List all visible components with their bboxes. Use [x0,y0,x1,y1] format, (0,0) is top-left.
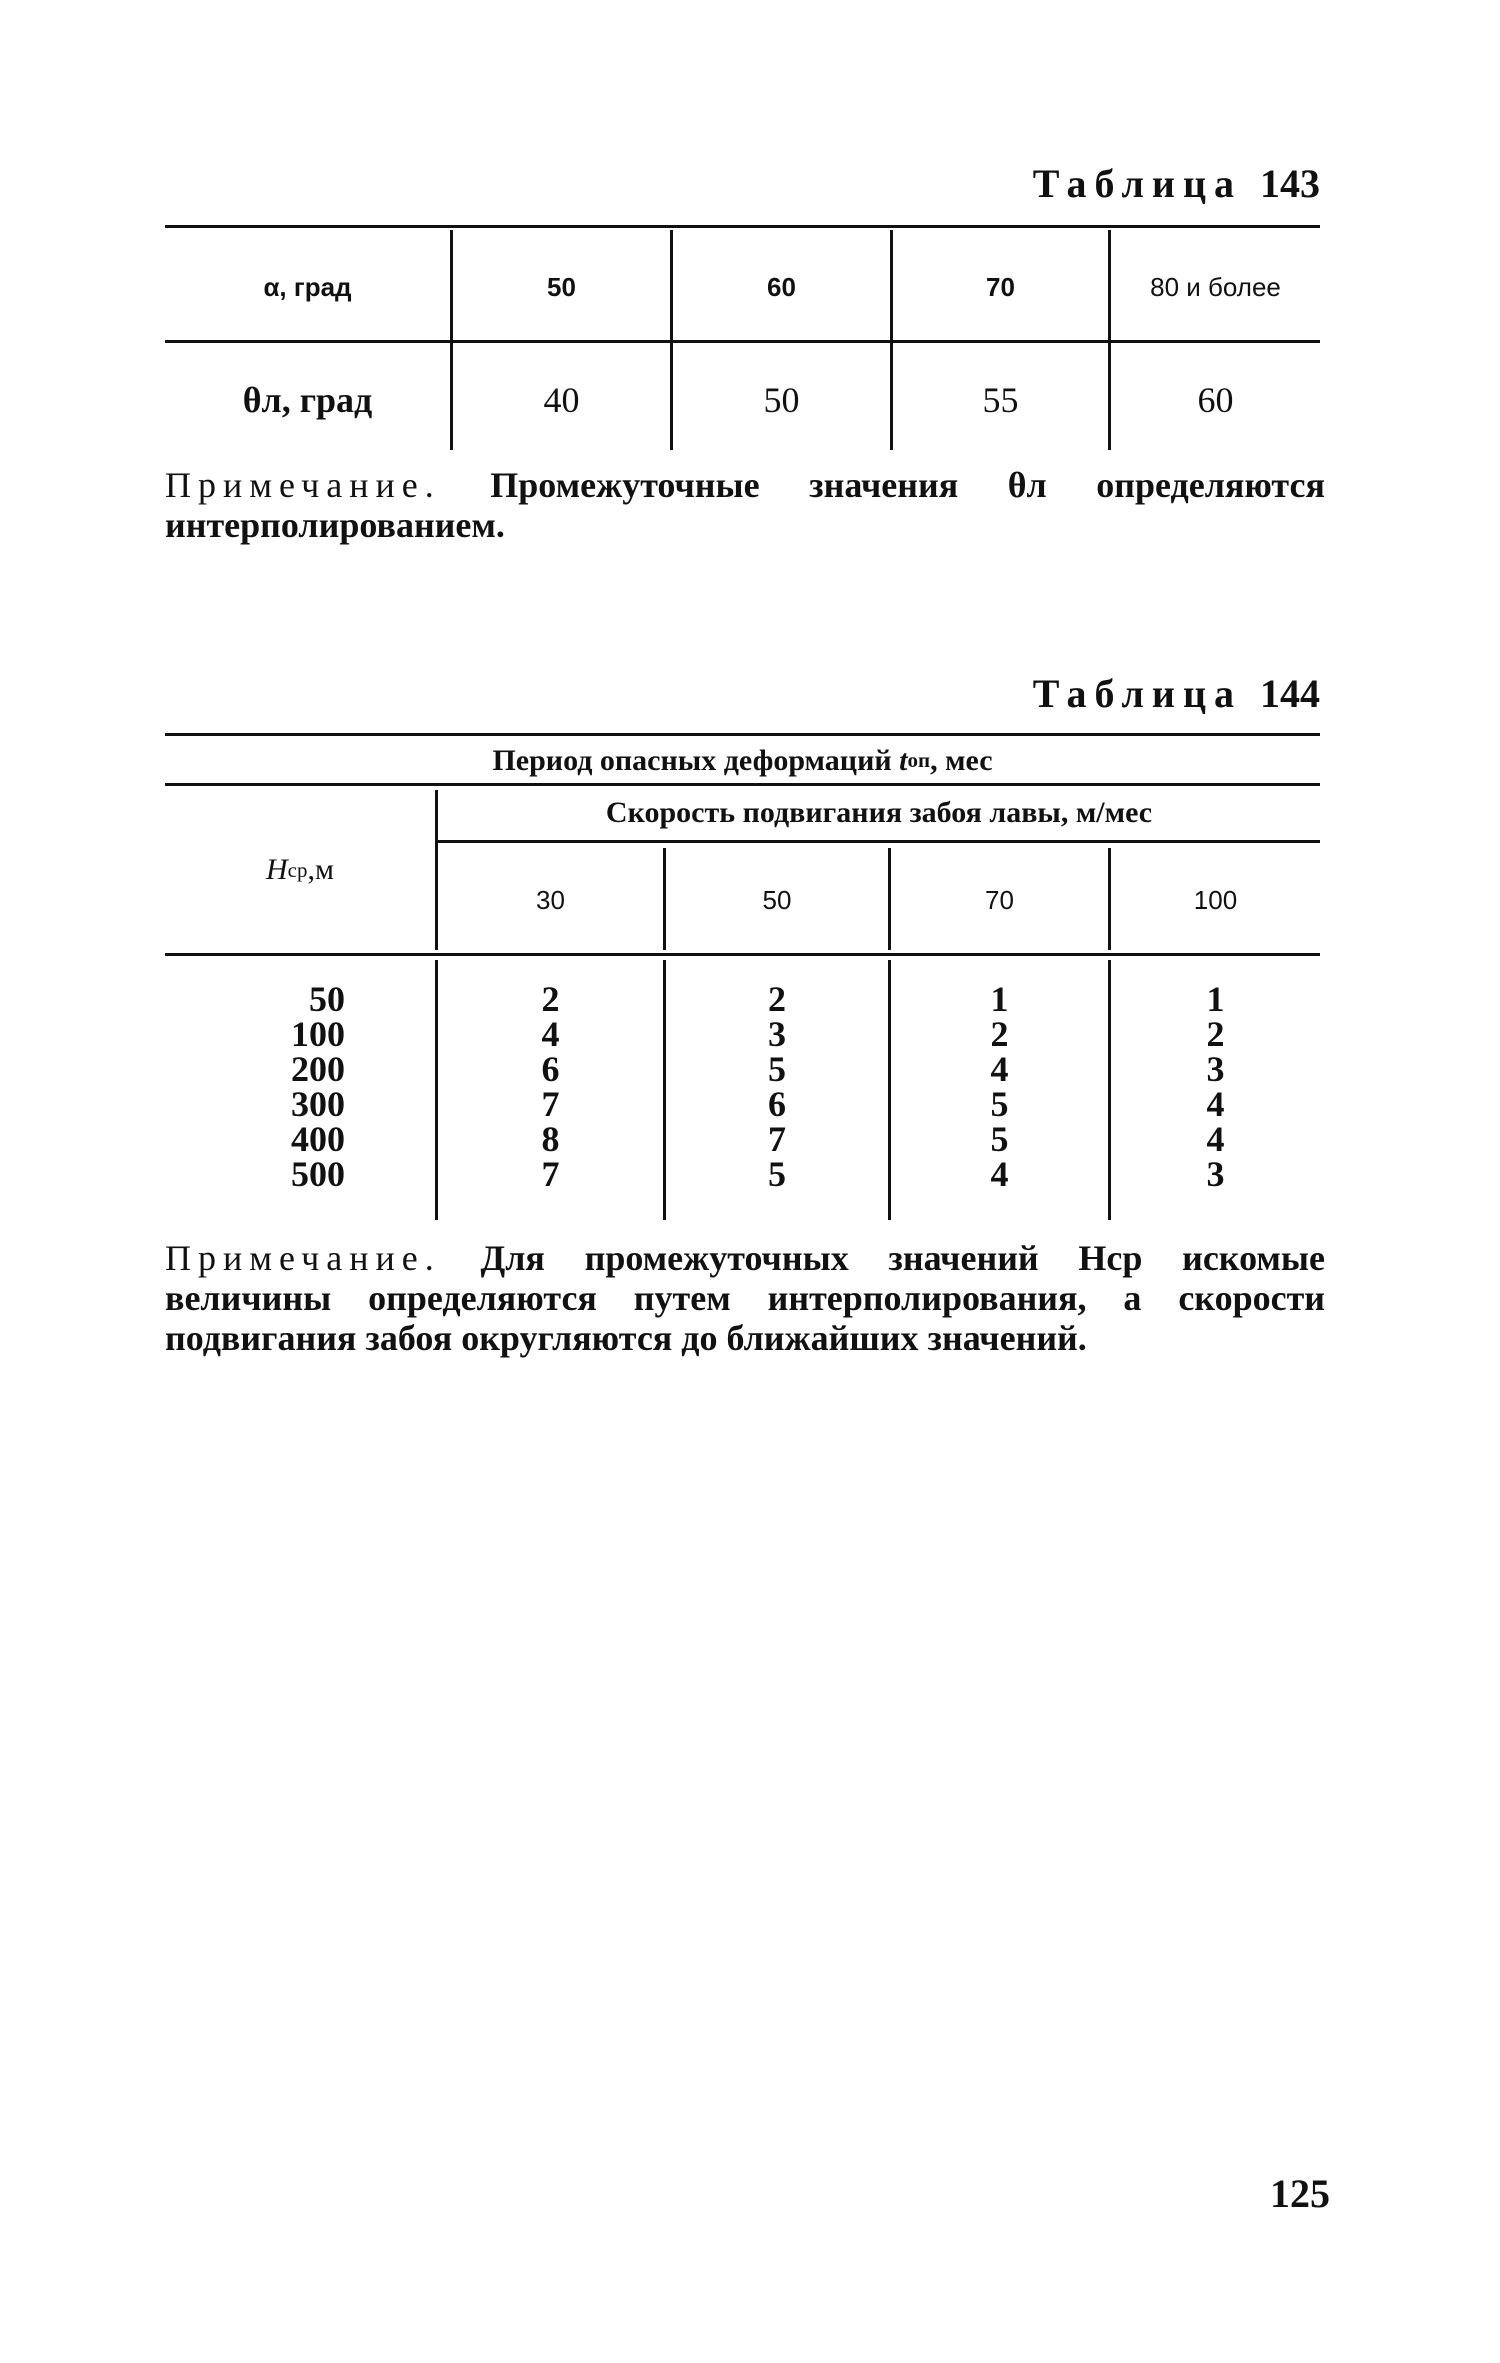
table-144-column-30 [438,979,663,1194]
table-143-cell: 50 [763,380,800,420]
caption-word: Таблица [1032,161,1242,206]
table-144-caption [1033,670,1320,717]
note-text: Промежуточные значения θл определяются интерполированием. [165,465,1325,545]
table-144-speed: 100 [1193,884,1238,915]
table-144-speed: 50 [762,884,792,915]
depth-cell: 300 [291,1084,345,1124]
caption-word: Таблица [1032,671,1242,716]
table-144-top-rule [165,733,1320,736]
table-144-rule [165,783,1320,786]
value-cell: 2 [1206,1014,1225,1054]
value-cell: 7 [541,1084,560,1124]
note-text: Для промежуточных значений Hср искомые величины определяются путем интерполирования, а скорости подвигания забоя округляются до ближайших значений. [165,1238,1325,1358]
table-144-column-100 [1111,979,1320,1194]
table-144-column-50 [666,979,888,1194]
value-cell: 5 [990,1119,1009,1159]
value-cell: 3 [768,1014,786,1054]
value-cell: 2 [990,1014,1009,1054]
table-143-caption [1033,160,1320,207]
value-cell: 4 [1206,1084,1225,1124]
depth-cell: 200 [291,1049,345,1089]
depth-cell: 400 [291,1119,345,1159]
table-143-cell: 70 [986,272,1015,302]
table-143-top-rule [165,225,1320,228]
depth-cell: 50 [309,979,345,1019]
table-144-speed: 70 [985,884,1014,915]
value-cell: 6 [541,1049,560,1089]
table-144-header-rule [165,953,1320,956]
value-cell: 4 [990,1049,1009,1089]
value-cell: 5 [990,1084,1009,1124]
table-144-row-header: H ср ,м [266,853,334,886]
table-143-row1-label: α, град [263,272,352,302]
value-cell: 4 [541,1014,560,1054]
value-cell: 2 [768,979,786,1019]
value-cell: 6 [768,1084,786,1124]
table-144-depth-column [255,979,345,1194]
table-144-rule [435,840,1320,843]
depth-cell: 500 [291,1154,345,1194]
table-143-note [165,465,1325,545]
value-cell: 3 [1206,1154,1225,1194]
table-143-cell: 40 [543,380,580,420]
table-143-cell: 60 [1197,380,1234,420]
table-143-mid-rule [165,340,1320,343]
caption-number: 144 [1260,671,1320,716]
value-cell: 1 [1206,979,1225,1019]
value-cell: 5 [768,1049,786,1089]
table-144-column-70 [891,979,1108,1194]
caption-number: 143 [1260,161,1320,206]
value-cell: 2 [541,979,560,1019]
table-143-cell: 60 [767,272,796,302]
value-cell: 8 [541,1119,560,1159]
table-144-top-header: Период опасных деформаций t оп , мес [492,743,993,777]
note-lead: Примечание. [165,1238,441,1278]
note-lead: Примечание. [165,465,441,505]
table-143-cell: 50 [547,272,576,302]
table-144-sub-header: Скорость подвигания забоя лавы, м/мес [605,796,1153,829]
table-143-cell: 80 и более [1150,272,1281,302]
depth-cell: 100 [291,1014,345,1054]
value-cell: 1 [990,979,1009,1019]
value-cell: 7 [541,1154,560,1194]
value-cell: 7 [768,1119,786,1159]
value-cell: 3 [1206,1049,1225,1089]
table-144-speed: 30 [536,884,565,915]
table-143-row2-label: θл, град [242,380,373,420]
value-cell: 4 [990,1154,1009,1194]
table-143-cell: 55 [982,380,1019,420]
page-number: 125 [1270,2171,1330,2216]
value-cell: 5 [768,1154,786,1194]
table-144-note [165,1238,1325,1358]
value-cell: 4 [1206,1119,1225,1159]
